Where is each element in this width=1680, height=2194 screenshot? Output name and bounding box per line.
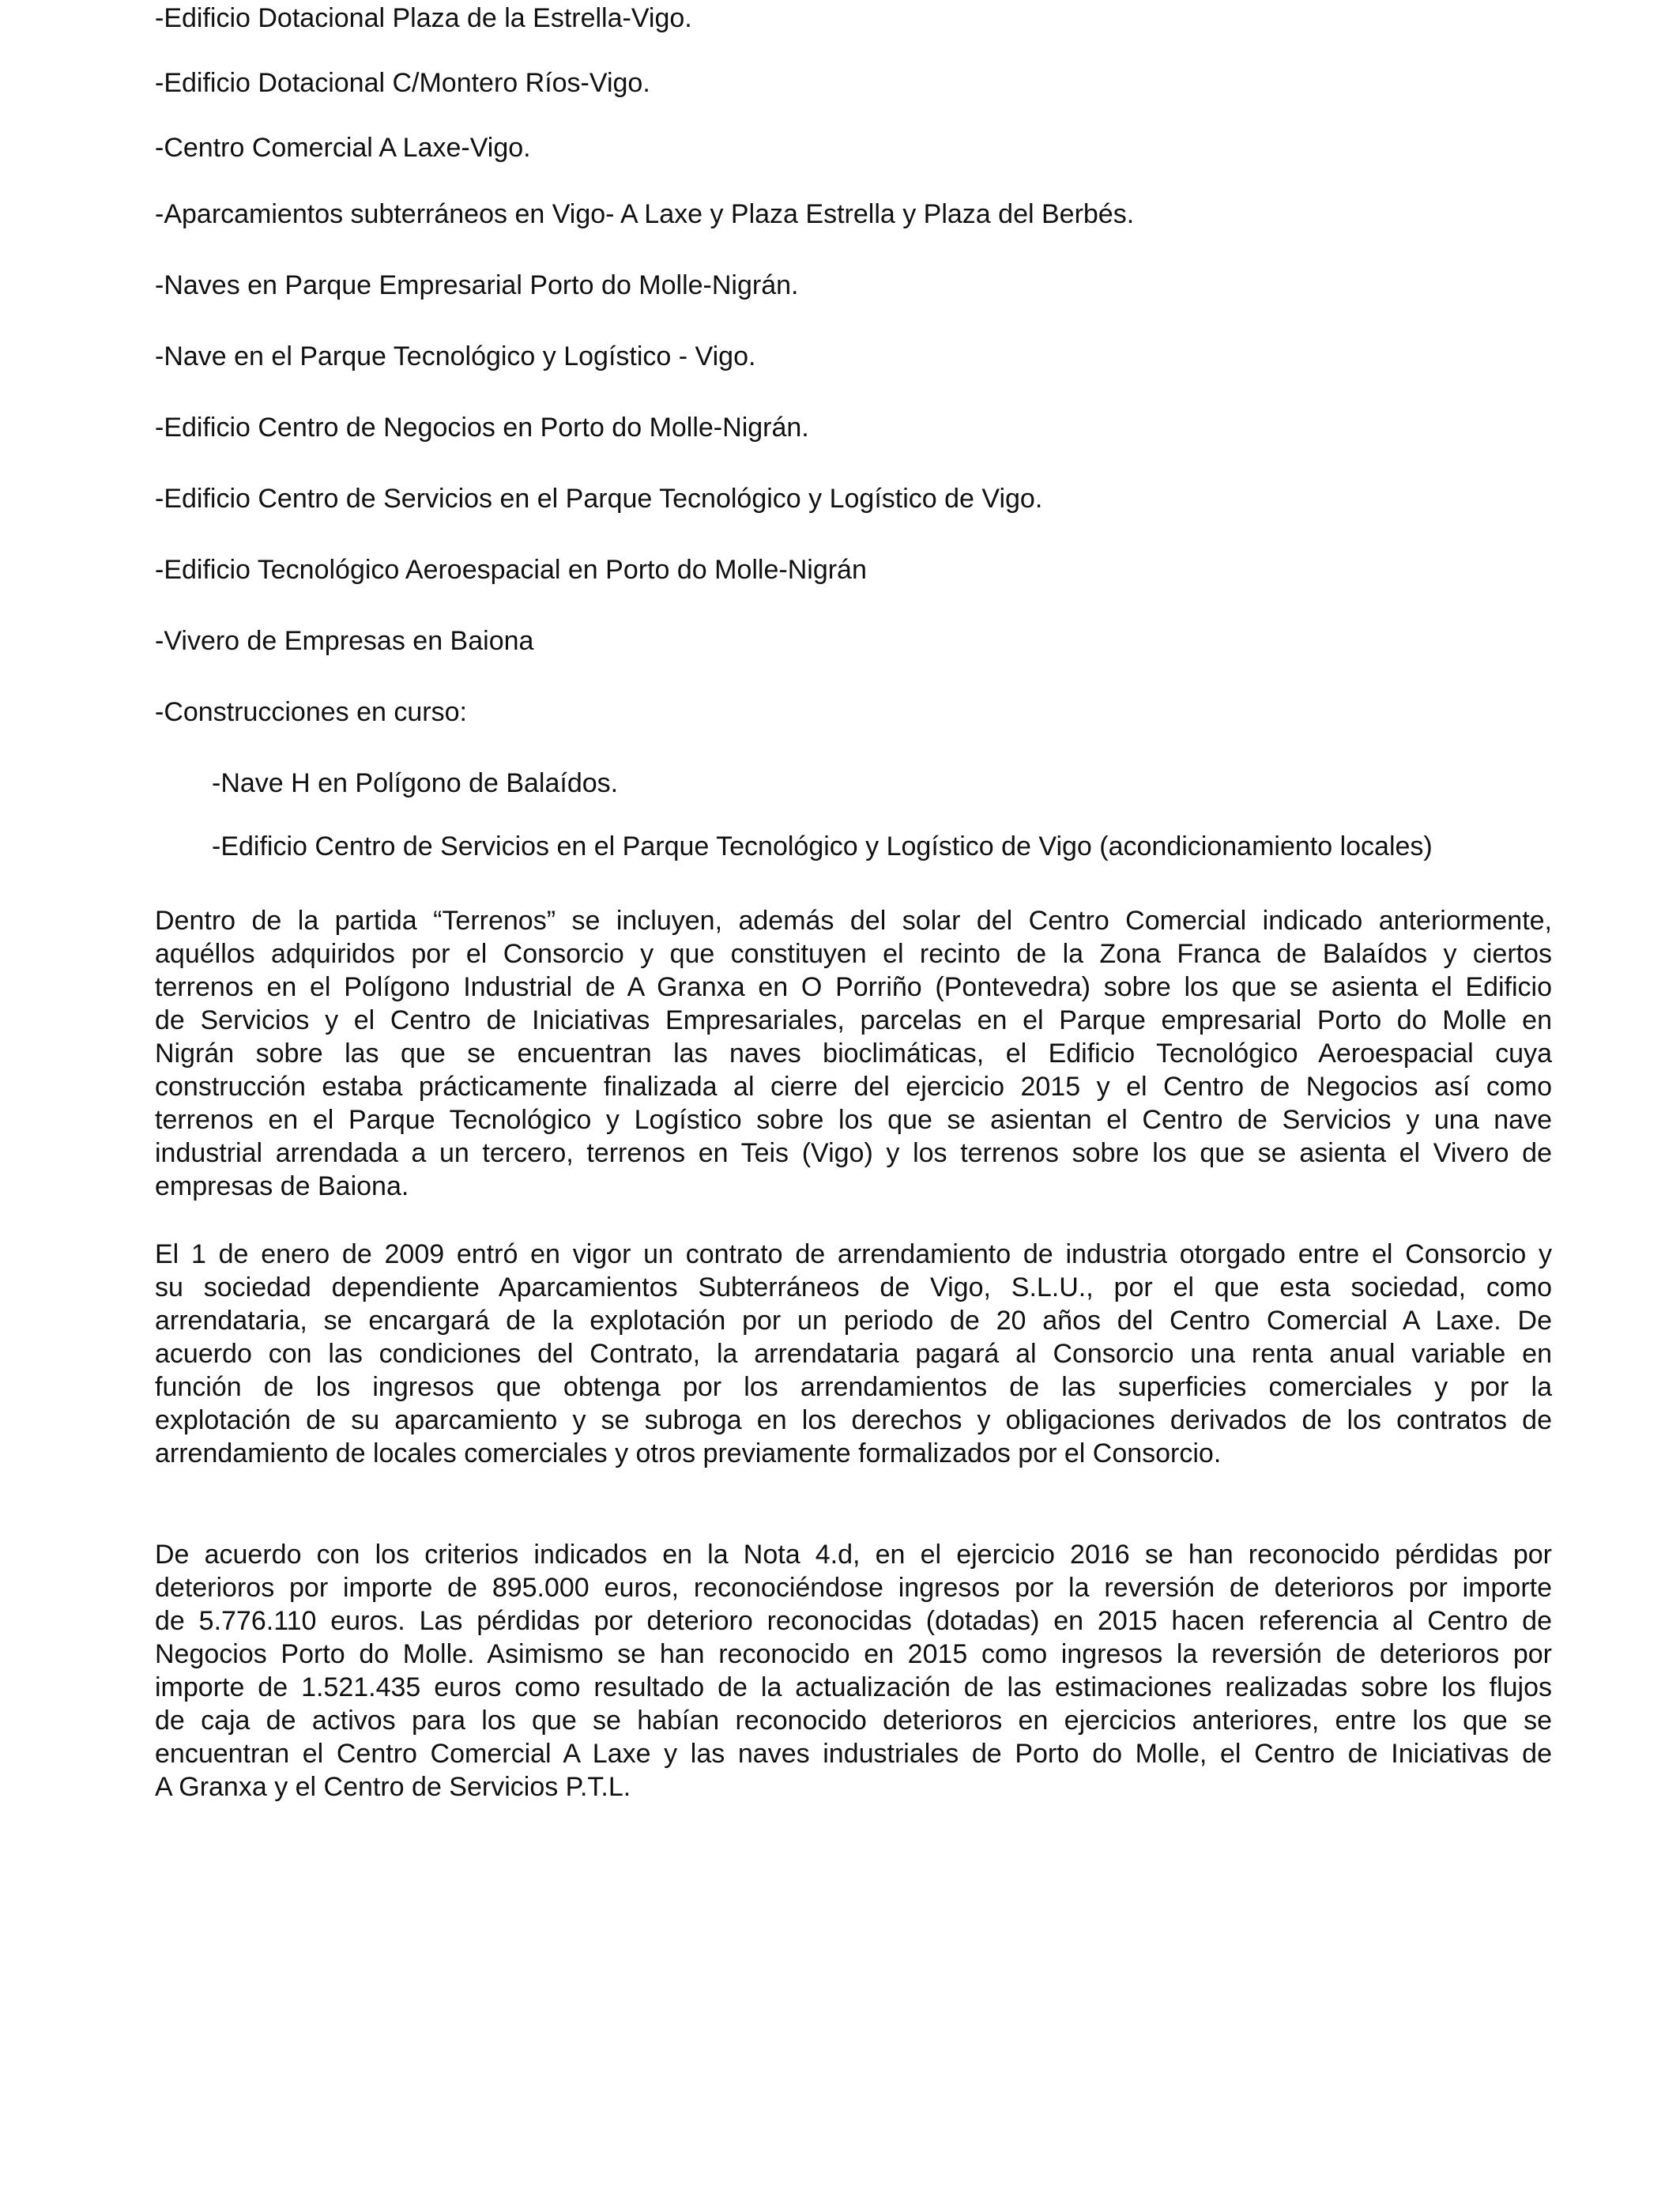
sub-list-item: -Nave H en Polígono de Balaídos. [212,768,619,798]
list-item: -Edificio Dotacional Plaza de la Estrella-Vigo. [155,3,692,33]
paragraph-line: aquéllos adquiridos por el Consorcio y que constituyen el recinto de la Zona Franca de Balaídos y ciertos [155,939,1552,969]
paragraph-line: función de los ingresos que obtenga por los arrendamientos de las superficies comerciales y por la [155,1372,1552,1402]
paragraph-line: Dentro de la partida “Terrenos” se incluyen, además del solar del Centro Comercial indicado anteriormente, [155,906,1552,936]
list-item: -Naves en Parque Empresarial Porto do Molle-Nigrán. [155,270,799,300]
sub-list-item: -Edificio Centro de Servicios en el Parque Tecnológico y Logístico de Vigo (acondicionamiento locales) [212,831,1433,861]
paragraph-line: industrial arrendada a un tercero, terrenos en Teis (Vigo) y los terrenos sobre los que se asienta el Vivero de [155,1138,1552,1168]
paragraph-line: De acuerdo con los criterios indicados en la Nota 4.d, en el ejercicio 2016 se han reconocido pérdidas por [155,1540,1552,1570]
paragraph-line: de Servicios y el Centro de Iniciativas Empresariales, parcelas en el Parque empresarial Porto do Molle en [155,1005,1552,1035]
list-item: -Vivero de Empresas en Baiona [155,626,534,656]
paragraph-line: terrenos en el Polígono Industrial de A Granxa en O Porriño (Pontevedra) sobre los que se asienta el Edificio [155,972,1552,1002]
list-item: -Construcciones en curso: [155,697,467,727]
paragraph-deterioros [155,1538,1552,1804]
list-item: -Aparcamientos subterráneos en Vigo- A Laxe y Plaza Estrella y Plaza del Berbés. [155,199,1135,229]
paragraph-line: su sociedad dependiente Aparcamientos Subterráneos de Vigo, S.L.U., por el que esta sociedad, como [155,1272,1552,1302]
paragraph-line: explotación de su aparcamiento y se subroga en los derechos y obligaciones derivados de los contratos de [155,1405,1552,1435]
list-item: -Edificio Dotacional C/Montero Ríos-Vigo. [155,68,650,98]
list-item: -Centro Comercial A Laxe-Vigo. [155,133,531,163]
paragraph-line: construcción estaba prácticamente finalizada al cierre del ejercicio 2015 y el Centro de Negocios así como [155,1072,1552,1102]
list-item: -Edificio Centro de Servicios en el Parque Tecnológico y Logístico de Vigo. [155,484,1043,514]
paragraph-line: arrendataria, se encargará de la explotación por un periodo de 20 años del Centro Comercial A Laxe. De [155,1306,1552,1336]
paragraph-line: acuerdo con las condiciones del Contrato, la arrendataria pagará al Consorcio una renta anual variable en [155,1339,1552,1369]
paragraph-line: arrendamiento de locales comerciales y otros previamente formalizados por el Consorcio. [155,1438,1222,1468]
paragraph-terrenos [155,904,1552,1203]
paragraph-line: empresas de Baiona. [155,1171,409,1201]
paragraph-line: Negocios Porto do Molle. Asimismo se han reconocido en 2015 como ingresos la reversión de deterioros por [155,1639,1552,1669]
paragraph-line: de 5.776.110 euros. Las pérdidas por deterioro reconocidas (dotadas) en 2015 hacen referencia al Centro de [155,1606,1552,1636]
paragraph-line: importe de 1.521.435 euros como resultado de la actualización de las estimaciones realizadas sobre los flujos [155,1672,1552,1702]
paragraph-arrendamiento [155,1238,1552,1470]
paragraph-line: El 1 de enero de 2009 entró en vigor un contrato de arrendamiento de industria otorgado entre el Consorcio y [155,1239,1552,1269]
paragraph-line: encuentran el Centro Comercial A Laxe y las naves industriales de Porto do Molle, el Centro de Iniciativas de [155,1739,1552,1769]
paragraph-line: A Granxa y el Centro de Servicios P.T.L. [155,1772,631,1802]
list-item: -Edificio Tecnológico Aeroespacial en Porto do Molle-Nigrán [155,555,867,585]
paragraph-line: de caja de activos para los que se habían reconocido deterioros en ejercicios anteriores, entre los que se [155,1706,1552,1736]
paragraph-line: deterioros por importe de 895.000 euros, reconociéndose ingresos por la reversión de deterioros por importe [155,1573,1552,1603]
paragraph-line: Nigrán sobre las que se encuentran las naves bioclimáticas, el Edificio Tecnológico Aeroespacial cuya [155,1039,1552,1069]
paragraph-line: terrenos en el Parque Tecnológico y Logístico sobre los que se asientan el Centro de Servicios y una nave [155,1105,1552,1135]
list-item: -Nave en el Parque Tecnológico y Logístico - Vigo. [155,341,756,371]
list-item: -Edificio Centro de Negocios en Porto do Molle-Nigrán. [155,413,809,443]
